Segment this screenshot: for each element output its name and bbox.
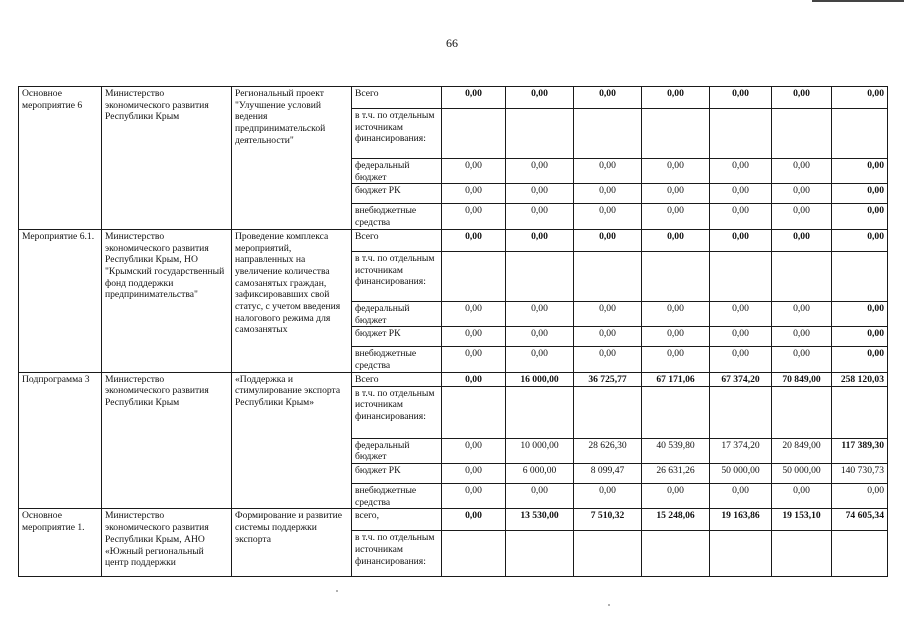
scan-speck	[336, 590, 338, 592]
amount-cell: 0,00	[642, 347, 710, 372]
description-cell: Формирование и развитие системы поддержки экспорта	[232, 509, 352, 577]
total-cell: 0,00	[832, 327, 888, 347]
amount-cell	[442, 386, 506, 438]
funding-source-cell: федеральный бюджет	[352, 438, 442, 463]
executor-cell: Министерство экономического развития Республики Крым, АНО «Южный региональный центр поддержки	[102, 509, 232, 577]
total-cell: 74 605,34	[832, 509, 888, 531]
amount-cell: 0,00	[772, 184, 832, 204]
section-name-cell: Основное мероприятие 6	[19, 87, 102, 230]
total-cell: 0,00	[832, 184, 888, 204]
amount-cell	[710, 109, 772, 159]
section-name-cell: Мероприятие 6.1.	[19, 229, 102, 372]
amount-cell	[772, 251, 832, 301]
table-row	[19, 372, 888, 386]
amount-cell: 13 530,00	[506, 509, 574, 531]
description-cell: Региональный проект "Улучшение условий ведения предпринимательской деятельности"	[232, 87, 352, 230]
amount-cell: 67 171,06	[642, 372, 710, 386]
amount-cell: 0,00	[574, 301, 642, 326]
amount-cell: 7 510,32	[574, 509, 642, 531]
amount-cell: 0,00	[442, 229, 506, 251]
amount-cell	[506, 251, 574, 301]
amount-cell: 0,00	[710, 204, 772, 229]
description-cell: Проведение комплекса мероприятий, направленных на увеличение количества самозанятых граждан, зафиксировавших свой статус, с учетом введения налогового режима для самозанятых	[232, 229, 352, 372]
amount-cell: 0,00	[506, 184, 574, 204]
total-cell: 140 730,73	[832, 464, 888, 484]
amount-cell	[642, 386, 710, 438]
amount-cell: 0,00	[642, 327, 710, 347]
amount-cell: 16 000,00	[506, 372, 574, 386]
amount-cell	[710, 386, 772, 438]
amount-cell: 0,00	[772, 87, 832, 109]
amount-cell: 15 248,06	[642, 509, 710, 531]
amount-cell: 0,00	[642, 301, 710, 326]
funding-source-cell: федеральный бюджет	[352, 159, 442, 184]
amount-cell: 0,00	[574, 87, 642, 109]
amount-cell: 0,00	[710, 87, 772, 109]
section-name-cell: Основное мероприятие 1.	[19, 509, 102, 577]
amount-cell: 0,00	[442, 204, 506, 229]
amount-cell	[574, 251, 642, 301]
budget-table-body	[19, 87, 888, 577]
funding-source-cell: бюджет РК	[352, 464, 442, 484]
amount-cell: 0,00	[710, 229, 772, 251]
amount-cell: 0,00	[710, 301, 772, 326]
executor-cell: Министерство экономического развития Республики Крым, НО "Крымский государственный фонд поддержки предпринимательства"	[102, 229, 232, 372]
funding-source-cell: внебюджетные средства	[352, 347, 442, 372]
amount-cell: 0,00	[574, 184, 642, 204]
amount-cell: 0,00	[772, 484, 832, 509]
amount-cell: 0,00	[642, 204, 710, 229]
amount-cell	[442, 109, 506, 159]
table-row	[19, 229, 888, 251]
amount-cell: 0,00	[710, 159, 772, 184]
amount-cell	[710, 251, 772, 301]
amount-cell	[772, 386, 832, 438]
amount-cell	[506, 386, 574, 438]
total-cell: 117 389,30	[832, 438, 888, 463]
table-row	[19, 509, 888, 531]
amount-cell: 19 163,86	[710, 509, 772, 531]
table-row	[19, 87, 888, 109]
amount-cell: 0,00	[710, 484, 772, 509]
section-name-cell: Подпрограмма 3	[19, 372, 102, 509]
total-cell: 0,00	[832, 204, 888, 229]
amount-cell: 0,00	[574, 159, 642, 184]
amount-cell: 0,00	[442, 438, 506, 463]
total-cell: 0,00	[832, 301, 888, 326]
amount-cell: 0,00	[506, 301, 574, 326]
total-cell: 0,00	[832, 484, 888, 509]
description-cell: «Поддержка и стимулирование экспорта Республики Крым»	[232, 372, 352, 509]
funding-source-cell: в т.ч. по отдельным источникам финансирования:	[352, 251, 442, 301]
amount-cell: 0,00	[442, 464, 506, 484]
amount-cell: 0,00	[442, 484, 506, 509]
amount-cell: 0,00	[642, 229, 710, 251]
amount-cell: 0,00	[574, 347, 642, 372]
amount-cell: 0,00	[642, 87, 710, 109]
amount-cell: 28 626,30	[574, 438, 642, 463]
amount-cell	[574, 386, 642, 438]
amount-cell: 0,00	[442, 509, 506, 531]
amount-cell: 0,00	[442, 87, 506, 109]
total-cell	[832, 531, 888, 577]
total-cell: 0,00	[832, 159, 888, 184]
amount-cell: 0,00	[506, 484, 574, 509]
amount-cell: 67 374,20	[710, 372, 772, 386]
amount-cell: 0,00	[442, 301, 506, 326]
amount-cell	[642, 109, 710, 159]
amount-cell: 0,00	[574, 204, 642, 229]
amount-cell: 0,00	[574, 484, 642, 509]
amount-cell: 40 539,80	[642, 438, 710, 463]
total-cell: 0,00	[832, 229, 888, 251]
amount-cell	[574, 109, 642, 159]
amount-cell: 0,00	[772, 229, 832, 251]
amount-cell: 17 374,20	[710, 438, 772, 463]
funding-source-cell: бюджет РК	[352, 184, 442, 204]
total-cell: 0,00	[832, 347, 888, 372]
budget-table	[18, 86, 888, 577]
amount-cell: 8 099,47	[574, 464, 642, 484]
total-cell	[832, 251, 888, 301]
amount-cell: 0,00	[442, 159, 506, 184]
amount-cell: 26 631,26	[642, 464, 710, 484]
amount-cell: 0,00	[710, 184, 772, 204]
amount-cell: 0,00	[442, 184, 506, 204]
funding-source-cell: Всего	[352, 229, 442, 251]
amount-cell	[442, 531, 506, 577]
funding-source-cell: в т.ч. по отдельным источникам финансирования:	[352, 531, 442, 577]
executor-cell: Министерство экономического развития Республики Крым	[102, 372, 232, 509]
amount-cell	[642, 251, 710, 301]
amount-cell: 0,00	[772, 301, 832, 326]
page-number: 66	[446, 36, 458, 50]
amount-cell: 0,00	[642, 184, 710, 204]
funding-source-cell: всего,	[352, 509, 442, 531]
funding-source-cell: бюджет РК	[352, 327, 442, 347]
amount-cell: 6 000,00	[506, 464, 574, 484]
amount-cell: 10 000,00	[506, 438, 574, 463]
funding-source-cell: Всего	[352, 372, 442, 386]
amount-cell	[442, 251, 506, 301]
amount-cell: 0,00	[506, 327, 574, 347]
funding-source-cell: внебюджетные средства	[352, 204, 442, 229]
amount-cell: 36 725,77	[574, 372, 642, 386]
total-cell: 0,00	[832, 87, 888, 109]
amount-cell: 0,00	[574, 327, 642, 347]
funding-source-cell: внебюджетные средства	[352, 484, 442, 509]
total-cell: 258 120,03	[832, 372, 888, 386]
amount-cell: 0,00	[772, 204, 832, 229]
funding-source-cell: в т.ч. по отдельным источникам финансирования:	[352, 109, 442, 159]
amount-cell: 19 153,10	[772, 509, 832, 531]
amount-cell: 0,00	[642, 159, 710, 184]
amount-cell: 0,00	[772, 347, 832, 372]
executor-cell: Министерство экономического развития Республики Крым	[102, 87, 232, 230]
funding-source-cell: Всего	[352, 87, 442, 109]
amount-cell	[574, 531, 642, 577]
amount-cell: 0,00	[710, 347, 772, 372]
funding-source-cell: в т.ч. по отдельным источникам финансирования:	[352, 386, 442, 438]
amount-cell	[710, 531, 772, 577]
amount-cell: 70 849,00	[772, 372, 832, 386]
funding-source-cell: федеральный бюджет	[352, 301, 442, 326]
amount-cell	[506, 109, 574, 159]
amount-cell: 0,00	[710, 327, 772, 347]
amount-cell: 0,00	[642, 484, 710, 509]
amount-cell: 0,00	[574, 229, 642, 251]
amount-cell: 0,00	[772, 327, 832, 347]
amount-cell: 0,00	[442, 372, 506, 386]
amount-cell: 0,00	[772, 159, 832, 184]
amount-cell: 50 000,00	[772, 464, 832, 484]
total-cell	[832, 386, 888, 438]
amount-cell: 20 849,00	[772, 438, 832, 463]
amount-cell: 0,00	[506, 204, 574, 229]
amount-cell	[772, 531, 832, 577]
total-cell	[832, 109, 888, 159]
amount-cell: 0,00	[442, 327, 506, 347]
amount-cell: 0,00	[506, 159, 574, 184]
amount-cell: 0,00	[506, 87, 574, 109]
scan-top-rule	[812, 0, 904, 2]
amount-cell: 0,00	[506, 347, 574, 372]
amount-cell	[642, 531, 710, 577]
amount-cell	[506, 531, 574, 577]
scan-speck	[608, 604, 610, 606]
amount-cell: 0,00	[506, 229, 574, 251]
amount-cell: 0,00	[442, 347, 506, 372]
amount-cell	[772, 109, 832, 159]
amount-cell: 50 000,00	[710, 464, 772, 484]
